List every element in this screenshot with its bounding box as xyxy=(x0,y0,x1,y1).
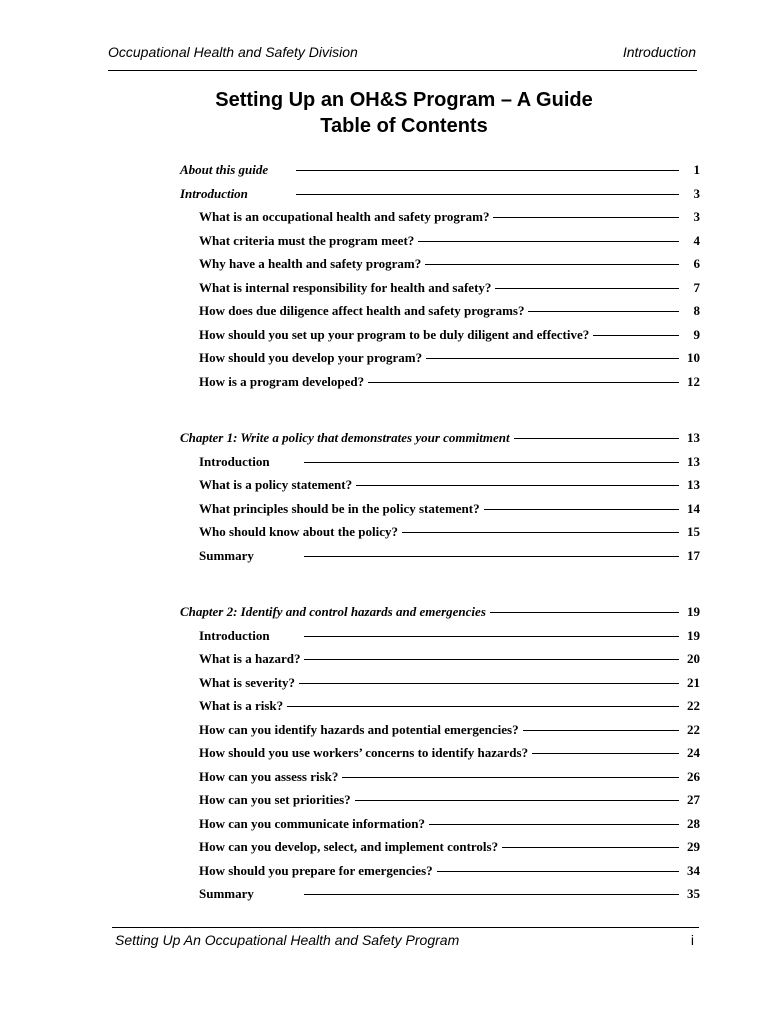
table-of-contents xyxy=(180,158,700,906)
toc-entry[interactable] xyxy=(180,520,700,544)
toc-entry-about-this-guide[interactable] xyxy=(180,158,700,182)
toc-entry-label: Introduction xyxy=(199,627,270,643)
running-header-right: Introduction xyxy=(622,44,696,60)
toc-entry[interactable] xyxy=(180,765,700,789)
toc-entry-label: How can you communicate information? xyxy=(199,815,426,831)
toc-entry-label: How should you develop your program? xyxy=(199,350,423,365)
toc-page-number: 8 xyxy=(693,303,700,318)
toc-page-number: 22 xyxy=(687,721,700,737)
document-subtitle: Table of Contents xyxy=(320,115,488,137)
toc-entry[interactable] xyxy=(180,694,700,718)
toc-page-number: 13 xyxy=(687,477,700,492)
toc-entry[interactable] xyxy=(180,882,700,906)
toc-entry[interactable] xyxy=(180,497,700,521)
toc-page-number: 13 xyxy=(687,453,700,469)
toc-entry-label: Chapter 1: Write a policy that demonstrates your commitment xyxy=(180,430,510,445)
toc-page-number: 19 xyxy=(687,627,700,643)
toc-entry-label: How should you use workers’ concerns to identify hazards? xyxy=(199,745,529,760)
toc-entry[interactable] xyxy=(180,835,700,859)
toc-page-number: 12 xyxy=(687,373,700,389)
toc-page-number: 9 xyxy=(693,326,700,342)
leader-line xyxy=(593,335,679,336)
toc-entry-introduction[interactable] xyxy=(180,182,700,206)
leader-line xyxy=(342,777,679,778)
toc-entry[interactable] xyxy=(180,544,700,568)
toc-entry-label: Summary xyxy=(199,547,254,563)
toc-entry-chapter-1[interactable] xyxy=(180,426,700,450)
toc-page-number: 6 xyxy=(693,256,700,271)
leader-line xyxy=(299,683,679,684)
toc-entry-label: What criteria must the program meet? xyxy=(199,232,415,248)
toc-entry[interactable] xyxy=(180,252,700,276)
toc-page-number: 21 xyxy=(687,674,700,690)
leader-line xyxy=(495,288,679,289)
toc-entry[interactable] xyxy=(180,647,700,671)
toc-entry[interactable] xyxy=(180,450,700,474)
toc-entry[interactable] xyxy=(180,473,700,497)
toc-entry-label: About this guide xyxy=(180,162,269,177)
leader-line xyxy=(490,612,679,613)
leader-line xyxy=(528,311,679,312)
document-title: Setting Up an OH&S Program – A Guide xyxy=(215,89,593,111)
leader-line xyxy=(296,170,679,171)
toc-page-number: 7 xyxy=(693,279,700,295)
toc-page-number: 13 xyxy=(687,430,700,445)
leader-line xyxy=(304,636,679,637)
leader-line xyxy=(502,847,679,848)
toc-entry-label: What is severity? xyxy=(199,674,296,690)
toc-page-number: 29 xyxy=(687,839,700,854)
leader-line xyxy=(493,217,679,218)
toc-entry[interactable] xyxy=(180,859,700,883)
toc-page-number: 26 xyxy=(687,768,700,784)
toc-entry[interactable] xyxy=(180,299,700,323)
toc-page-number: 22 xyxy=(687,698,700,713)
toc-entry[interactable] xyxy=(180,624,700,648)
toc-entry-label: What is an occupational health and safety program? xyxy=(199,209,490,224)
toc-page-number: 24 xyxy=(687,745,700,760)
toc-entry-label: Chapter 2: Identify and control hazards and emergencies xyxy=(180,604,486,619)
toc-entry[interactable] xyxy=(180,205,700,229)
page-number: i xyxy=(690,932,694,948)
toc-entry-label: Introduction xyxy=(180,185,248,201)
running-footer-left: Setting Up An Occupational Health and Safety Program xyxy=(115,932,460,948)
toc-page-number: 1 xyxy=(693,162,700,177)
toc-entry[interactable] xyxy=(180,229,700,253)
toc-entry-label: How should you set up your program to be duly diligent and effective? xyxy=(199,326,590,342)
running-header-left: Occupational Health and Safety Division xyxy=(108,44,358,60)
toc-entry-label: How can you assess risk? xyxy=(199,768,339,784)
leader-line xyxy=(368,382,679,383)
toc-entry-label: What is internal responsibility for health and safety? xyxy=(199,279,492,295)
toc-page-number: 10 xyxy=(687,350,700,365)
leader-line xyxy=(437,871,679,872)
toc-entry-label: What is a risk? xyxy=(199,698,284,713)
leader-line xyxy=(356,485,679,486)
toc-page-number: 34 xyxy=(687,862,700,878)
toc-entry-label: What is a hazard? xyxy=(199,651,301,666)
header-rule xyxy=(108,70,697,71)
toc-entry-label: What principles should be in the policy statement? xyxy=(199,500,480,516)
toc-entry-label: Who should know about the policy? xyxy=(199,524,399,539)
toc-page-number: 4 xyxy=(693,232,700,248)
toc-entry[interactable] xyxy=(180,812,700,836)
leader-line xyxy=(304,894,679,895)
toc-page-number: 35 xyxy=(687,886,700,901)
toc-page-number: 3 xyxy=(693,185,700,201)
leader-line xyxy=(304,659,679,660)
toc-page-number: 27 xyxy=(687,792,700,807)
toc-entry-label: How can you identify hazards and potential emergencies? xyxy=(199,721,519,737)
toc-page-number: 15 xyxy=(687,524,700,539)
leader-line xyxy=(514,438,679,439)
leader-line xyxy=(426,358,679,359)
toc-entry-label: Summary xyxy=(199,886,254,901)
leader-line xyxy=(523,730,679,731)
leader-line xyxy=(355,800,679,801)
leader-line xyxy=(402,532,679,533)
footer-rule xyxy=(112,927,699,928)
toc-entry-label: How can you develop, select, and implement controls? xyxy=(199,839,499,854)
toc-entry-label: Introduction xyxy=(199,453,270,469)
toc-entry-chapter-2[interactable] xyxy=(180,600,700,624)
toc-entry-label: How should you prepare for emergencies? xyxy=(199,862,433,878)
leader-line xyxy=(287,706,679,707)
toc-entry[interactable] xyxy=(180,323,700,347)
toc-entry[interactable] xyxy=(180,741,700,765)
toc-entry-label: How is a program developed? xyxy=(199,373,365,389)
toc-entry[interactable] xyxy=(180,788,700,812)
leader-line xyxy=(296,194,679,195)
leader-line xyxy=(484,509,679,510)
leader-line xyxy=(429,824,679,825)
toc-page-number: 28 xyxy=(687,815,700,831)
toc-entry[interactable] xyxy=(180,718,700,742)
leader-line xyxy=(304,462,679,463)
toc-entry[interactable] xyxy=(180,370,700,394)
toc-entry[interactable] xyxy=(180,671,700,695)
toc-entry-label: What is a policy statement? xyxy=(199,477,353,492)
toc-entry[interactable] xyxy=(180,346,700,370)
leader-line xyxy=(532,753,679,754)
toc-entry[interactable] xyxy=(180,276,700,300)
leader-line xyxy=(418,241,679,242)
toc-page-number: 20 xyxy=(687,651,700,666)
toc-page-number: 19 xyxy=(687,604,700,619)
toc-entry-label: How does due diligence affect health and safety programs? xyxy=(199,303,525,318)
toc-page-number: 14 xyxy=(687,500,700,516)
leader-line xyxy=(425,264,679,265)
toc-entry-label: Why have a health and safety program? xyxy=(199,256,422,271)
toc-page-number: 3 xyxy=(693,209,700,224)
toc-page-number: 17 xyxy=(687,547,700,563)
leader-line xyxy=(304,556,679,557)
toc-entry-label: How can you set priorities? xyxy=(199,792,351,807)
